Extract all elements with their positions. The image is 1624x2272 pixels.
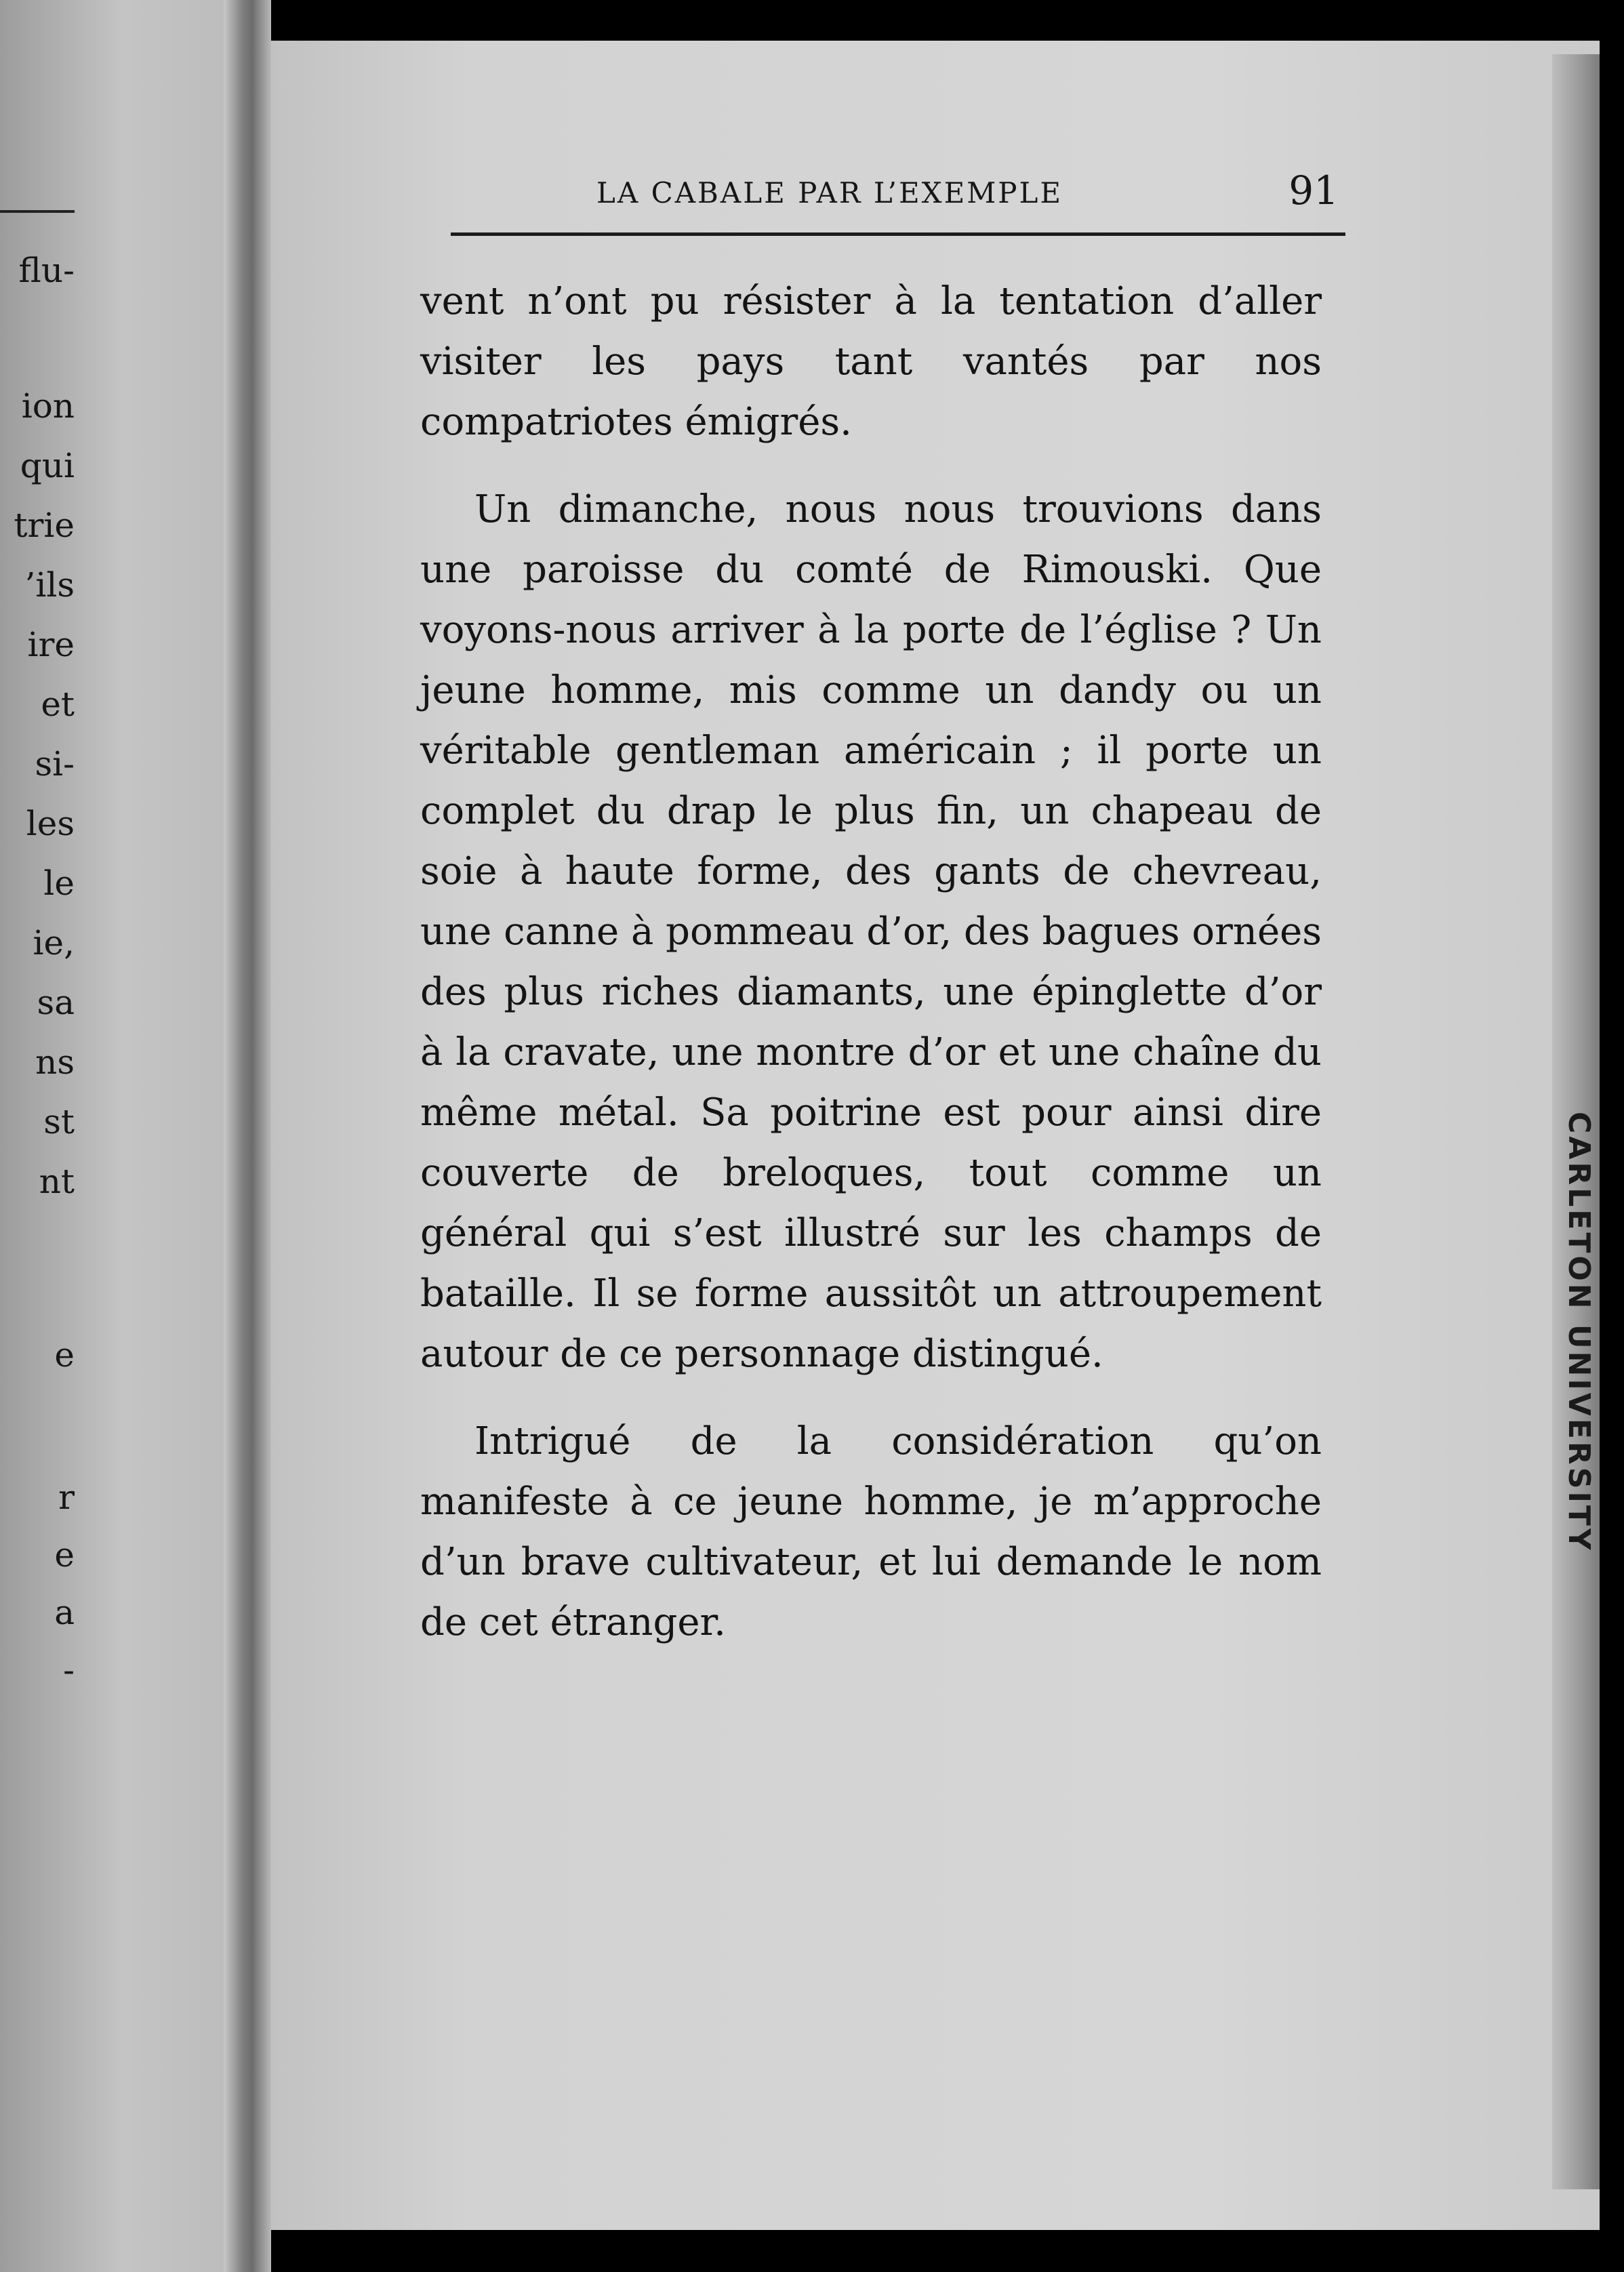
page-body — [420, 271, 1322, 1680]
left-page-fragment: - — [63, 1650, 75, 1690]
left-page-fragment: trie — [14, 506, 75, 545]
paragraph: Un dimanche, nous nous trouvions dans une paroisse du comté de Rimouski. Que voyons-nous arriver à la porte de l’église ? Un jeune homme, mis comme un dandy ou un véritable gentleman américain ; il porte un complet du drap le plus fin, un chapeau de soie à haute forme, des gants de chevreau, une canne à pommeau d’or, des bagues ornées des plus riches diamants, une épinglette d’or à la cravate, une montre d’or et une chaîne du même métal. Sa poitrine est pour ainsi dire couverte de breloques, tout comme un général qui s’est illustré sur les champs de bataille. Il se forme aussitôt un attroupement autour de ce personnage distingué. — [420, 487, 1322, 1376]
left-page-fragment: les — [26, 804, 75, 843]
left-page-fragment: flu- — [18, 251, 75, 290]
header-rule — [451, 232, 1345, 236]
paragraph: Intrigué de la considération qu’on manifeste à ce jeune homme, je m’approche d’un brave cultivateur, et lui demande le nom de cet étranger. — [420, 1419, 1322, 1644]
library-edge-stamp: CARLETON UNIVERSITY — [1562, 1112, 1596, 1553]
left-page-fragment: qui — [20, 446, 75, 485]
left-page-fragment: si- — [35, 744, 75, 784]
left-facing-page — [0, 0, 224, 2272]
left-page-fragment: ns — [35, 1042, 75, 1082]
running-title: LA CABALE PAR L’EXEMPLE — [596, 176, 1063, 209]
left-page-fragment: sa — [37, 983, 75, 1022]
left-page-fragment: st — [43, 1102, 75, 1141]
left-page-fragment: nt — [39, 1162, 75, 1201]
left-page-fragment: et — [41, 685, 75, 724]
left-page-header-rule — [0, 210, 75, 213]
left-page-fragment: r — [58, 1478, 75, 1517]
paragraph-continuation: vent n’ont pu résister à la tentation d’aller visiter les pays tant vantés par nos compatriotes émigrés. — [420, 279, 1322, 444]
left-page-fragment: ion — [21, 386, 75, 426]
page-number: 91 — [1288, 167, 1339, 214]
left-page-fragment: ire — [27, 625, 75, 664]
book-gutter — [224, 0, 271, 2272]
left-page-fragment: e — [54, 1335, 75, 1375]
left-page-fragment: ’ils — [24, 565, 75, 605]
left-page-fragment: ie, — [33, 923, 75, 962]
left-page-fragment: a — [54, 1593, 75, 1632]
left-page-fragment: e — [54, 1535, 75, 1575]
left-page-fragment: le — [43, 864, 75, 903]
running-header — [451, 153, 1345, 227]
